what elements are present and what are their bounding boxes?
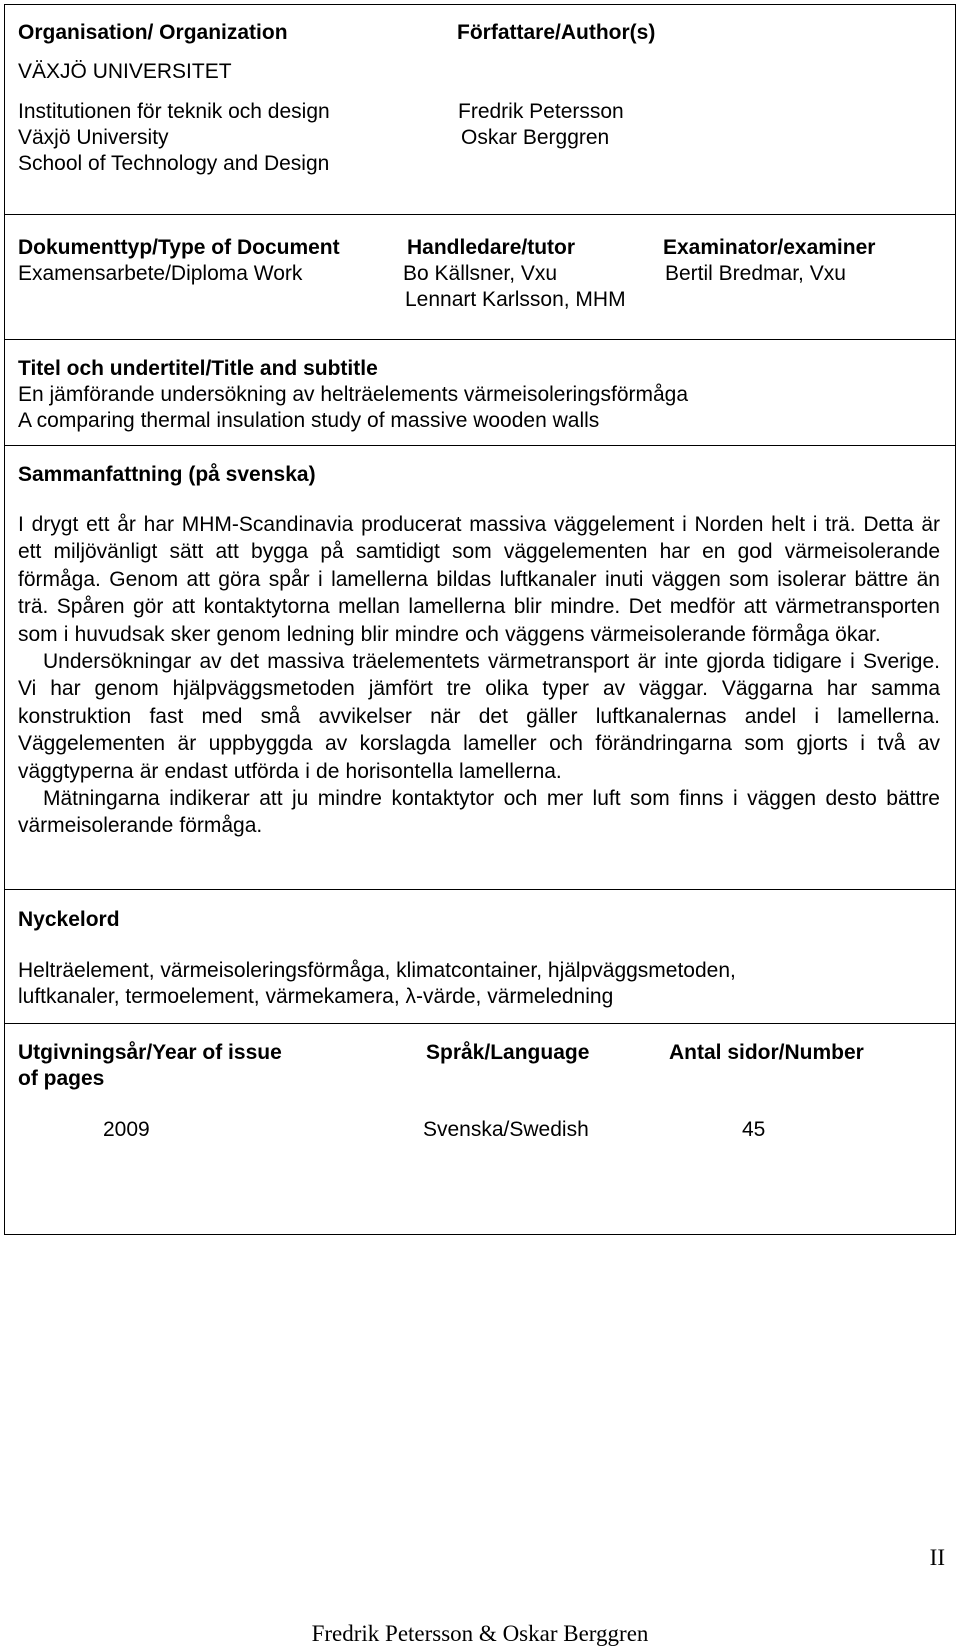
organization-line: School of Technology and Design (18, 152, 330, 175)
title-english: A comparing thermal insulation study of massive wooden walls (18, 409, 600, 432)
document-info-sheet (4, 4, 956, 1235)
document-type-heading: Dokumenttyp/Type of Document (18, 236, 340, 259)
authors-heading: Författare/Author(s) (457, 21, 656, 44)
keywords-heading: Nyckelord (18, 908, 120, 931)
keywords-line: Helträelement, värmeisoleringsförmåga, klimatcontainer, hjälpväggsmetoden, (18, 959, 736, 982)
issue-section (5, 1023, 955, 1234)
tutor-name: Lennart Karlsson, MHM (405, 288, 626, 311)
organization-line: Institutionen för teknik och design (18, 100, 330, 123)
pages-value: 45 (742, 1118, 766, 1141)
summary-heading: Sammanfattning (på svenska) (18, 463, 316, 486)
keywords-line: luftkanaler, termoelement, värmekamera, λ-värde, värmeledning (18, 985, 614, 1008)
pages-heading: Antal sidor/Number (669, 1041, 864, 1064)
page-number: II (929, 1545, 945, 1570)
examiner-name: Bertil Bredmar, Vxu (665, 262, 846, 285)
author-name: Oskar Berggren (461, 126, 610, 149)
footer-authors: Fredrik Petersson & Oskar Berggren (311, 1621, 649, 1646)
summary-paragraph: I drygt ett år har MHM-Scandinavia producerat massiva väggelement i Norden helt i trä. Detta är ett miljövänligt sätt att bygga på samtidigt som väggelementen har en god värmeisolerande förmåga. Genom att göra spår i lamellerna bildas luftkanaler inuti väggen som isolerar bättre än trä. Spåren gör att kontaktytorna mellan lamellerna blir mindre. Det medför att värmetransporten som i huvudsak sker genom ledning blir mindre och väggens värmeisolerande förmåga ökar. (18, 513, 940, 646)
year-value: 2009 (103, 1118, 150, 1141)
year-heading-continued: of pages (18, 1067, 105, 1090)
tutor-name: Bo Källsner, Vxu (403, 262, 558, 285)
language-heading: Språk/Language (426, 1041, 590, 1064)
examiner-heading: Examinator/examiner (663, 236, 876, 259)
author-name: Fredrik Petersson (458, 100, 624, 123)
keywords-section (5, 889, 955, 1024)
document-type-value: Examensarbete/Diploma Work (18, 262, 303, 285)
year-heading: Utgivningsår/Year of issue (18, 1041, 282, 1064)
summary-text (18, 511, 940, 840)
organization-line: Växjö University (18, 126, 169, 149)
document-type-section (5, 214, 955, 340)
title-swedish: En jämförande undersökning av helträelements värmeisoleringsförmåga (18, 383, 689, 406)
tutor-heading: Handledare/tutor (407, 236, 576, 259)
organization-heading: Organisation/ Organization (18, 21, 288, 44)
organization-section (5, 5, 955, 215)
summary-paragraph: Mätningarna indikerar att ju mindre kontaktytor och mer luft som finns i väggen desto bättre värmeisolerande förmåga. (18, 787, 940, 838)
university-name: VÄXJÖ UNIVERSITET (18, 60, 232, 83)
summary-section (5, 445, 955, 890)
language-value: Svenska/Swedish (423, 1118, 589, 1141)
summary-paragraph: Undersökningar av det massiva träelementets värmetransport är inte gjorda tidigare i Sverige. Vi har genom hjälpväggsmetoden jämfört tre olika typer av väggar. Väggarna har samma konstruktion fast med små avvikelser när det gäller luftkanalernas andel i lamellerna. Väggelementen är uppbyggda av korslagda lameller och förändringarna som gjorts i två av väggtyperna är endast utförda i de horisontella lamellerna. (18, 650, 940, 783)
title-section (5, 339, 955, 446)
title-heading: Titel och undertitel/Title and subtitle (18, 357, 378, 380)
